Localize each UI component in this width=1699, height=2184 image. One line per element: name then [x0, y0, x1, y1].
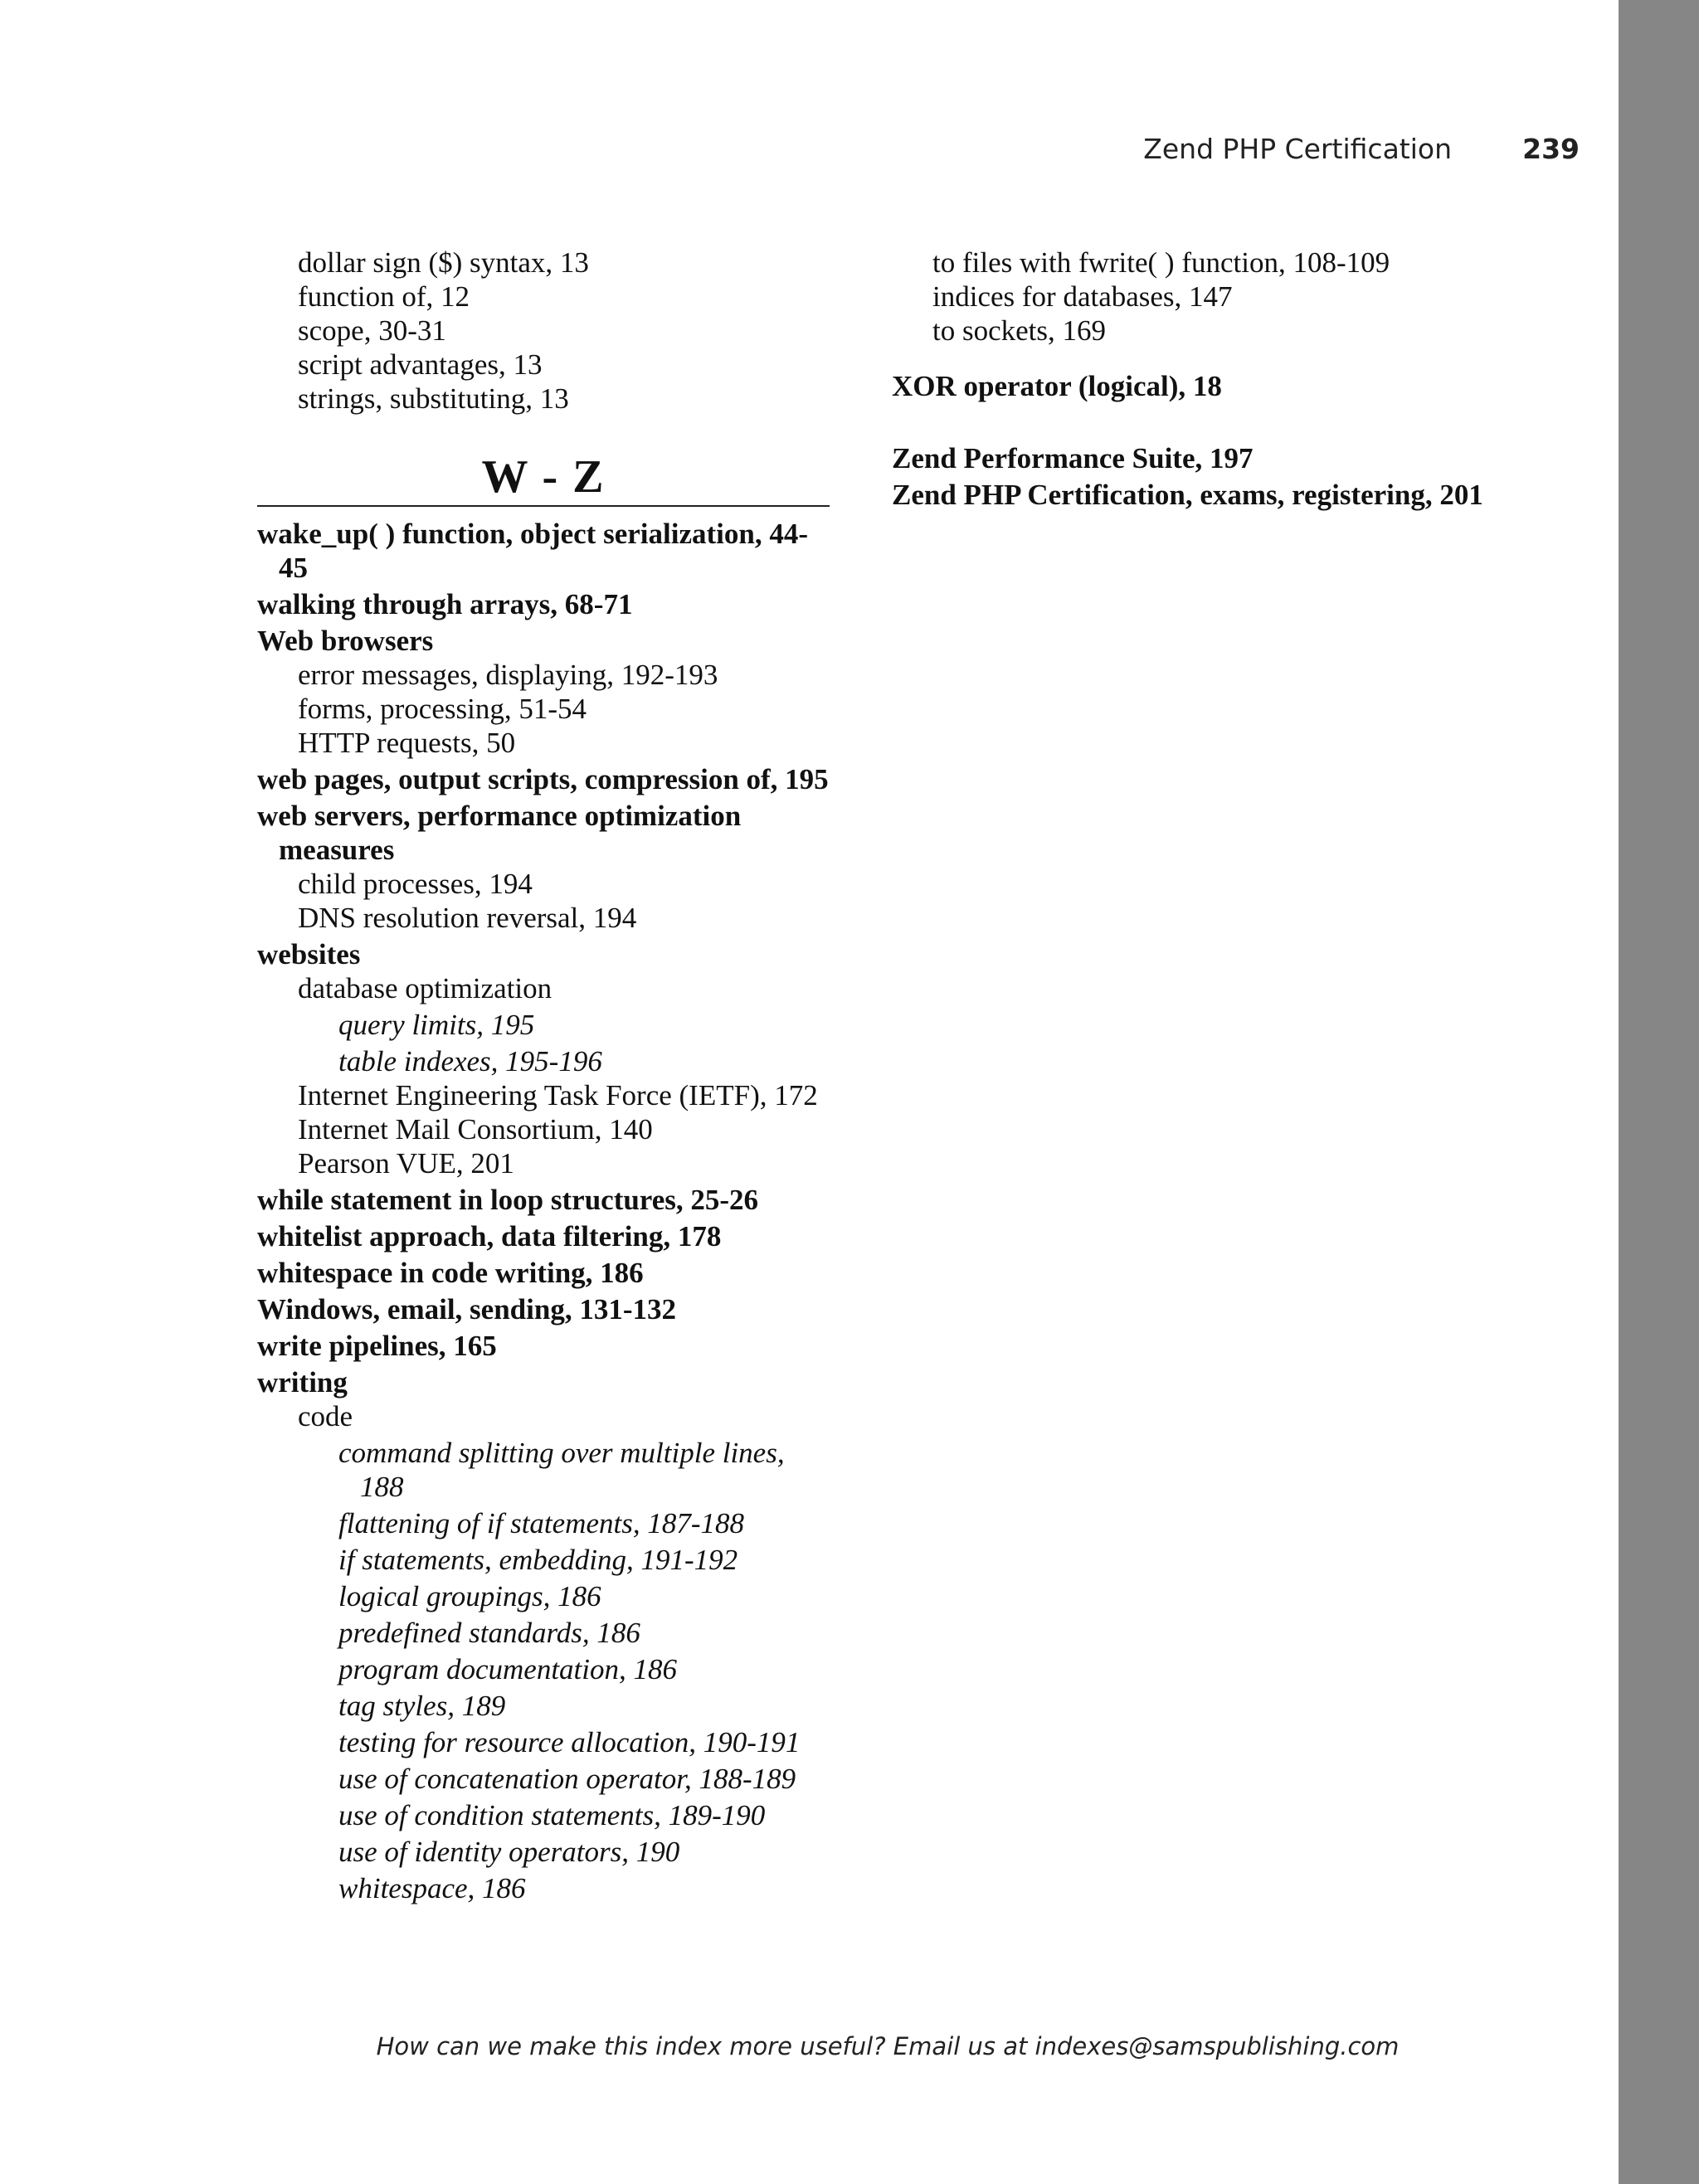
- index-subsubentry: use of identity operators, 190: [338, 1836, 680, 1868]
- running-head: [1078, 133, 1580, 173]
- index-entry: Windows, email, sending, 131-132: [257, 1293, 676, 1325]
- index-subentry: to sockets, 169: [932, 314, 1107, 347]
- index-subentry: dollar sign ($) syntax, 13: [298, 246, 589, 279]
- index-subsubentry: tag styles, 189: [338, 1690, 506, 1722]
- index-subentry: script advantages, 13: [298, 348, 543, 381]
- index-subentry: code: [298, 1400, 353, 1432]
- index-column-left: [257, 246, 830, 1905]
- index-subsubentry: logical groupings, 186: [338, 1580, 601, 1612]
- index-entry: websites: [257, 938, 361, 970]
- index-subentry: child processes, 194: [298, 868, 533, 900]
- page-edge-bar: [1619, 0, 1699, 2184]
- index-subentry: Pearson VUE, 201: [298, 1147, 514, 1180]
- index-subsubentry: command splitting over multiple lines, 188: [338, 1437, 785, 1503]
- index-subentry: Internet Engineering Task Force (IETF), 172: [298, 1079, 818, 1111]
- index-subsubentry: flattening of if statements, 187-188: [338, 1507, 744, 1540]
- index-entry: Zend PHP Certification, exams, registering, 201: [892, 479, 1483, 511]
- index-subentry: database optimization: [298, 972, 553, 1004]
- page-number: 239: [1522, 133, 1580, 165]
- index-subsubentry: program documentation, 186: [338, 1653, 677, 1685]
- index-subentry: HTTP requests, 50: [298, 727, 516, 759]
- index-subsubentry: table indexes, 195-196: [338, 1045, 602, 1077]
- index-subentry: error messages, displaying, 192-193: [298, 659, 718, 691]
- index-subentry: indices for databases, 147: [932, 280, 1233, 313]
- index-entry: whitelist approach, data filtering, 178: [257, 1220, 722, 1253]
- index-entry: walking through arrays, 68-71: [257, 588, 633, 620]
- index-subsubentry: predefined standards, 186: [338, 1617, 640, 1649]
- index-entry: web pages, output scripts, compression of, 195: [257, 763, 829, 795]
- running-title: Zend PHP Certification: [1143, 133, 1452, 165]
- index-subsubentry: query limits, 195: [338, 1009, 535, 1041]
- index-subentry: function of, 12: [298, 280, 470, 313]
- index-column-right: [892, 246, 1489, 512]
- index-subentry: scope, 30-31: [298, 314, 446, 347]
- index-subsubentry: whitespace, 186: [338, 1872, 526, 1904]
- index-entry: Zend Performance Suite, 197: [892, 442, 1254, 474]
- index-entry: Web browsers: [257, 625, 434, 657]
- index-entry: whitespace in code writing, 186: [257, 1257, 644, 1289]
- footer-note: How can we make this index more useful? Email us at indexes@samspublishing.com: [376, 2032, 1400, 2060]
- index-subsubentry: use of concatenation operator, 188-189: [338, 1763, 796, 1795]
- index-entry: write pipelines, 165: [257, 1330, 497, 1362]
- index-entry: XOR operator (logical), 18: [892, 370, 1222, 402]
- index-entry: writing: [257, 1366, 348, 1398]
- index-subsubentry: use of condition statements, 189-190: [338, 1799, 766, 1831]
- index-subsubentry: if statements, embedding, 191-192: [338, 1544, 738, 1576]
- section-heading: W - Z: [257, 452, 830, 507]
- index-entry: wake_up( ) function, object serialization, 44-45: [257, 518, 808, 584]
- index-subentry: forms, processing, 51-54: [298, 693, 587, 725]
- index-entry: web servers, performance optimization measures: [257, 800, 742, 866]
- index-subentry: strings, substituting, 13: [298, 382, 569, 415]
- index-subentry: DNS resolution reversal, 194: [298, 902, 637, 934]
- index-subentry: to files with fwrite( ) function, 108-109: [932, 246, 1390, 279]
- index-subentry: Internet Mail Consortium, 140: [298, 1113, 653, 1146]
- index-entry: while statement in loop structures, 25-26: [257, 1184, 759, 1216]
- index-subsubentry: testing for resource allocation, 190-191: [338, 1726, 801, 1758]
